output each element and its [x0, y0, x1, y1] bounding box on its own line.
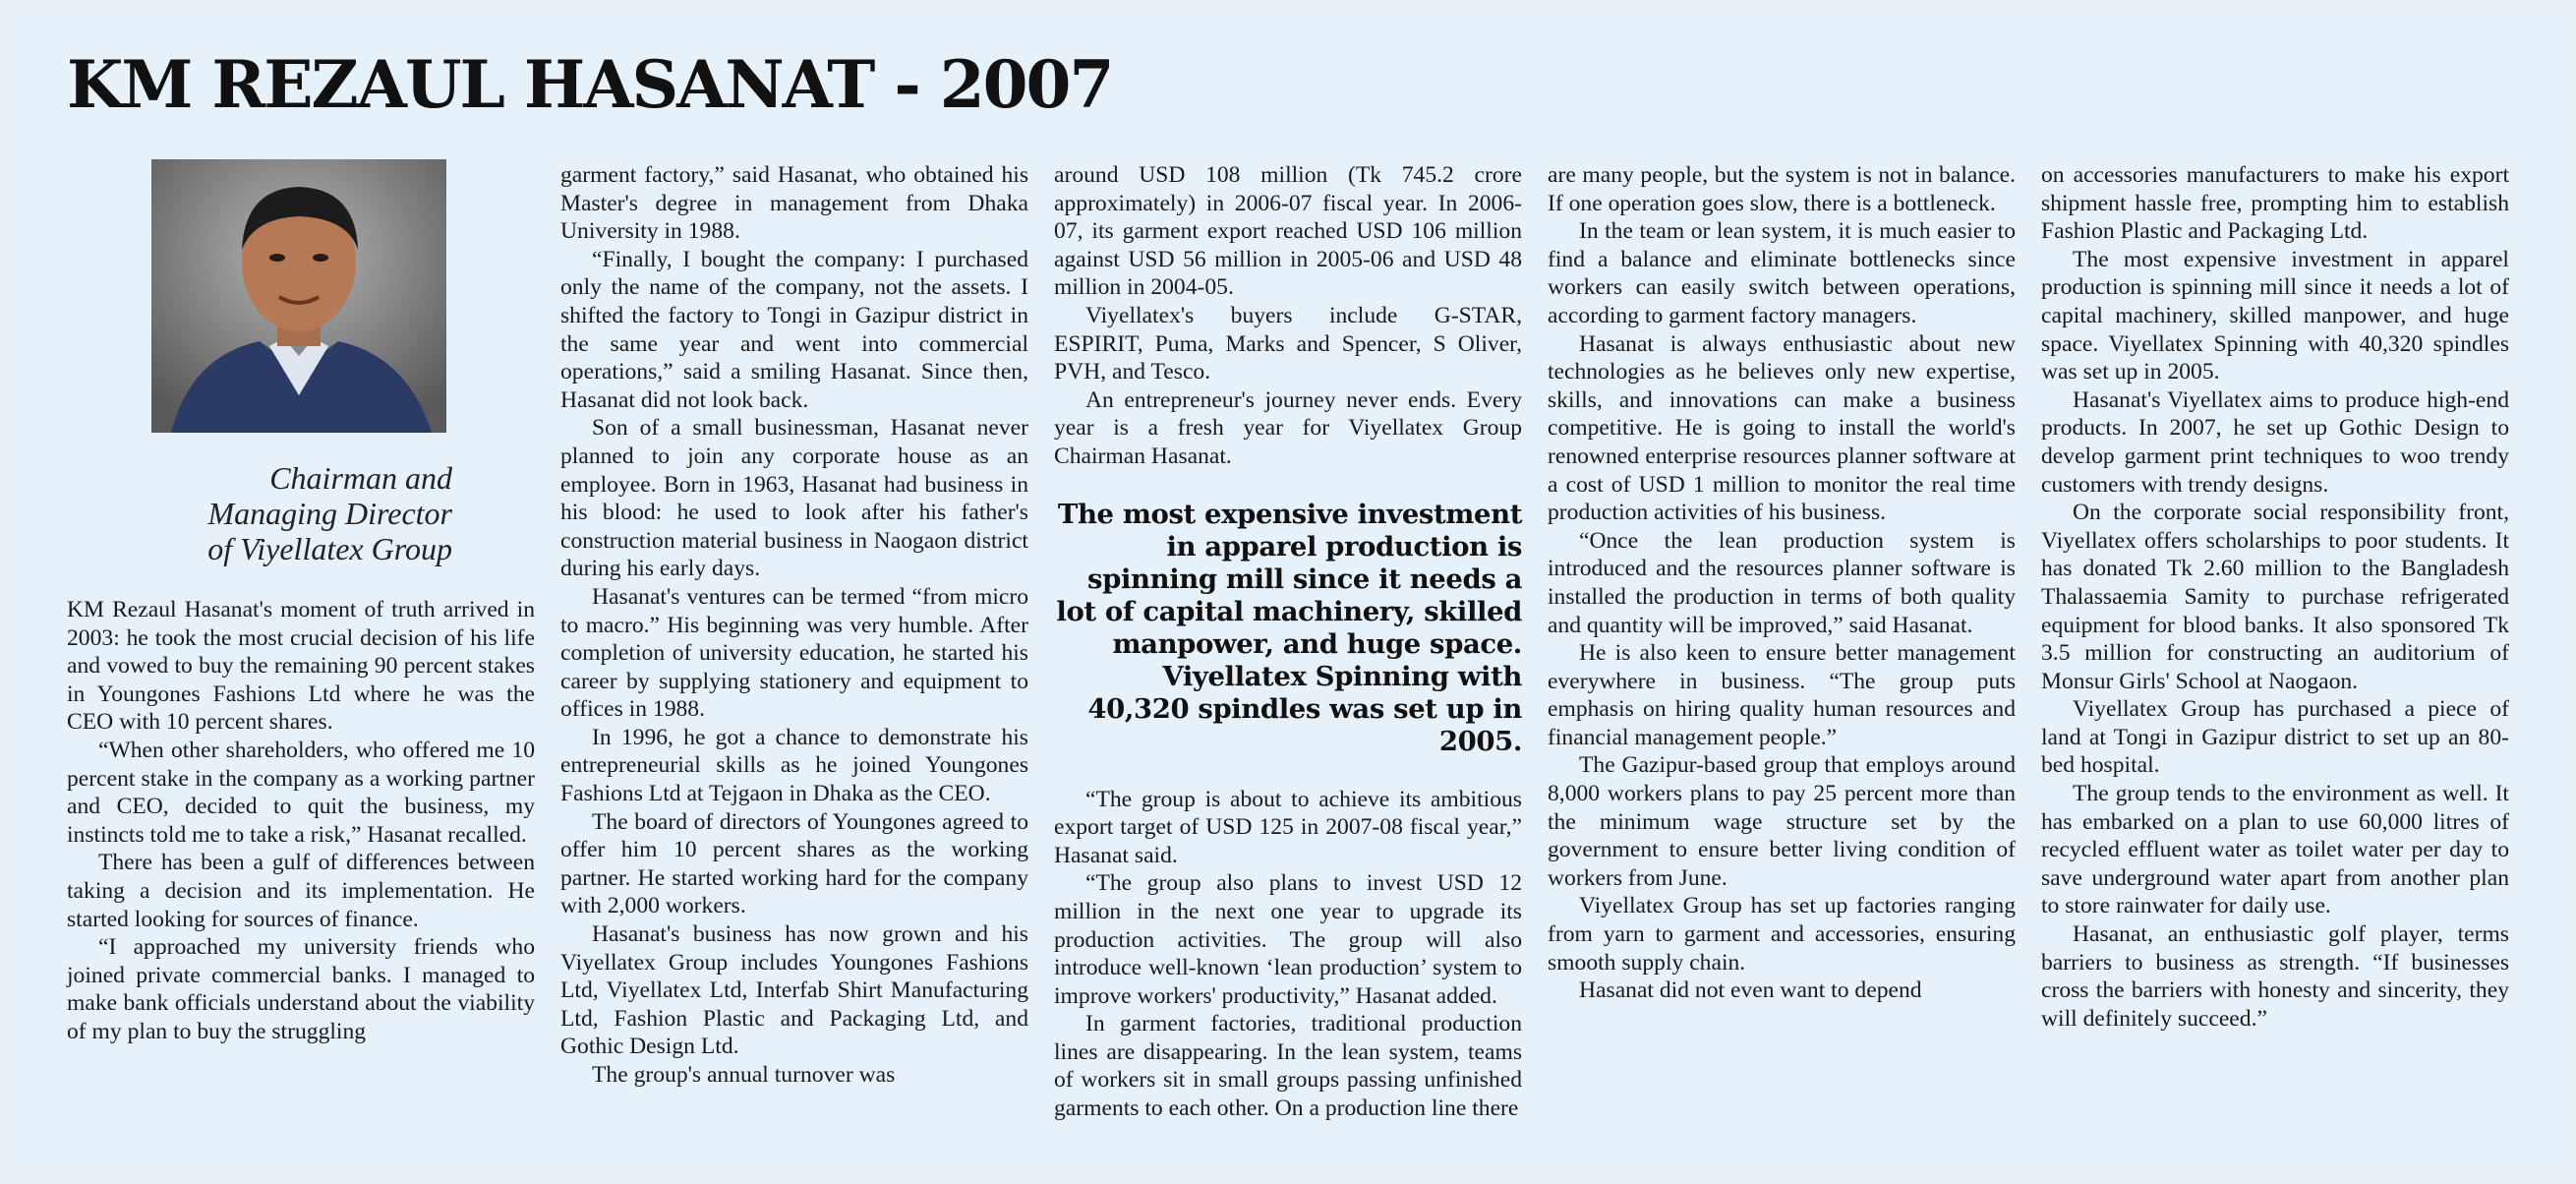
paragraph: The group tends to the environment as well. It has embarked on a plan to use 60,000 litres of recycled effluent water as toilet water per day to save underground water apart from another plan to store rainwater for daily use. — [2041, 781, 2509, 919]
paragraph: He is also keen to ensure better management everywhere in business. “The group puts emphasis on hiring quality human resources and financial management people.” — [1548, 640, 2016, 750]
paragraph: The board of directors of Youngones agreed to offer him 10 percent shares as the working partner. He started working hard for the company with 2,000 workers. — [560, 808, 1028, 919]
caption-line: Chairman and — [269, 460, 452, 496]
paragraph: Hasanat's business has now grown and his Viyellatex Group includes Youngones Fashions Ltd, Viyellatex Ltd, Interfab Shirt Manufacturing Ltd, Fashion Plastic and Packaging Ltd, and Gothic Design Ltd. — [560, 921, 1028, 1060]
caption-line: of Viyellatex Group — [207, 531, 452, 566]
paragraph: There has been a gulf of differences between taking a decision and its implementation. He started looking for sources of finance. — [67, 850, 535, 932]
article-page — [12, 12, 2564, 1172]
paragraph: Hasanat, an enthusiastic golf player, terms barriers to business as strength. “If businesses cross the barriers with honesty and sincerity, they will definitely succeed.” — [2041, 921, 2509, 1032]
paragraph: In 1996, he got a chance to demonstrate his entrepreneurial skills as he joined Youngones Fashions Ltd at Tejgaon in Dhaka as the CEO. — [560, 724, 1028, 807]
paragraph: “I approached my university friends who joined private commercial banks. I managed to make bank officials understand about the viability of my plan to buy the struggling — [67, 934, 535, 1044]
column-2 — [560, 161, 1028, 1090]
paragraph: On the corporate social responsibility front, Viyellatex offers scholarships to poor students. It has donated Tk 2.60 million to the Bangladesh Thalassaemia Samity to purchase refrigerated equipment for blood banks. It also sponsored Tk 3.5 million for constructing an auditorium of Monsur Girls' School at Naogaon. — [2041, 500, 2509, 694]
paragraph: “When other shareholders, who offered me 10 percent stake in the company as a working partner and CEO, decided to quit the business, my instincts told me to take a risk,” Hasanat recalled. — [67, 737, 535, 848]
column-3 — [1054, 161, 1522, 1123]
paragraph: “Finally, I bought the company: I purchased only the name of the company, not the assets. I shifted the factory to Tongi in Gazipur district in the same year and went into commercial operations,” said a smiling Hasanat. Since then, Hasanat did not look back. — [560, 246, 1028, 413]
paragraph: Hasanat's ventures can be termed “from micro to macro.” His beginning was very humble. After completion of university education, he started his career by supplying stationery and equipment to offices in 1988. — [560, 583, 1028, 723]
paragraph: “The group also plans to invest USD 12 million in the next one year to upgrade its production activities. The group will also introduce well-known ‘lean production’ system to improve workers' productivity,” Hasanat added. — [1054, 870, 1522, 1009]
paragraph: Hasanat's Viyellatex aims to produce high-end products. In 2007, he set up Gothic Design to develop garment print techniques to woo trendy customers with trendy designs. — [2041, 386, 2509, 498]
column-4 — [1548, 161, 2016, 1005]
paragraph: The Gazipur-based group that employs around 8,000 workers plans to pay 25 percent more than the minimum wage structure set by the government to ensure better living condition of workers from June. — [1548, 752, 2016, 891]
paragraph: “The group is about to achieve its ambitious export target of USD 125 in 2007-08 fiscal year,” Hasanat said. — [1054, 786, 1522, 868]
paragraph: The group's annual turnover was — [592, 1062, 896, 1088]
portrait-photo-icon — [151, 159, 446, 433]
headline: KM REZAUL HASANAT - 2007 — [67, 46, 1113, 123]
paragraph: The most expensive investment in apparel production is spinning mill since it needs a lot of capital machinery, skilled manpower, and huge space. Viyellatex Spinning with 40,320 spindles was set up in 2005. — [2041, 246, 2509, 385]
paragraph: around USD 108 million (Tk 745.2 crore approximately) in 2006-07 fiscal year. In 2006-07, its garment export reached USD 106 million against USD 56 million in 2005-06 and USD 48 million in 2004-05. — [1054, 162, 1522, 301]
paragraph: Hasanat is always enthusiastic about new technologies as he believes only new expertise, skills, and innovations can make a business competitive. He is going to install the world's renowned enterprise resources planner software at a cost of USD 1 million to monitor the real time production activities of his business. — [1548, 330, 2016, 526]
caption-line: Managing Director — [207, 496, 452, 531]
paragraph: Viyellatex's buyers include G-STAR, ESPIRIT, Puma, Marks and Spencer, S Oliver, PVH, and Tesco. — [1054, 302, 1522, 385]
paragraph: In the team or lean system, it is much easier to find a balance and eliminate bottlenecks since workers can easily switch between operations, according to garment factory managers. — [1548, 218, 2016, 328]
paragraph: KM Rezaul Hasanat's moment of truth arrived in 2003: he took the most crucial decision of his life and vowed to buy the remaining 90 percent stakes in Youngones Fashions Ltd where he was the CEO with 10 percent shares. — [67, 597, 535, 736]
photo-caption — [67, 460, 452, 566]
paragraph: are many people, but the system is not in balance. If one operation goes slow, there is a bottleneck. — [1548, 162, 2016, 216]
portrait-photo — [151, 159, 446, 433]
paragraph: Hasanat did not even want to depend — [1579, 977, 1922, 1004]
paragraph: on accessories manufacturers to make his export shipment hassle free, prompting him to establish Fashion Plastic and Packaging Ltd. — [2041, 162, 2509, 245]
paragraph: Viyellatex Group has set up factories ranging from yarn to garment and accessories, ensuring smooth supply chain. — [1548, 893, 2016, 976]
paragraph: Viyellatex Group has purchased a piece of land at Tongi in Gazipur district to set up an 80-bed hospital. — [2041, 696, 2509, 779]
column-5 — [2041, 161, 2509, 1033]
paragraph: Son of a small businessman, Hasanat never planned to join any corporate house as an employee. Born in 1963, Hasanat had business in his blood: he used to look after his father's construction material business in Naogaon district during his early days. — [560, 415, 1028, 582]
paragraph: In garment factories, traditional production lines are disappearing. In the lean system, teams of workers sit in small groups passing unfinished garments to each other. On a production line there — [1054, 1011, 1522, 1122]
paragraph: “Once the lean production system is introduced and the resources planner software is installed the production in terms of both quality and quantity will be improved,” said Hasanat. — [1548, 527, 2016, 638]
pull-quote: The most expensive investment in apparel production is spinning mill since it needs a lot of capital machinery, skilled manpower, and huge space. Viyellatex Spinning with 40,320 spindles was set up in 2005. — [1056, 498, 1522, 757]
paragraph: An entrepreneur's journey never ends. Every year is a fresh year for Viyellatex Group Chairman Hasanat. — [1054, 386, 1522, 469]
paragraph: garment factory,” said Hasanat, who obtained his Master's degree in management from Dhaka University in 1988. — [560, 162, 1028, 245]
